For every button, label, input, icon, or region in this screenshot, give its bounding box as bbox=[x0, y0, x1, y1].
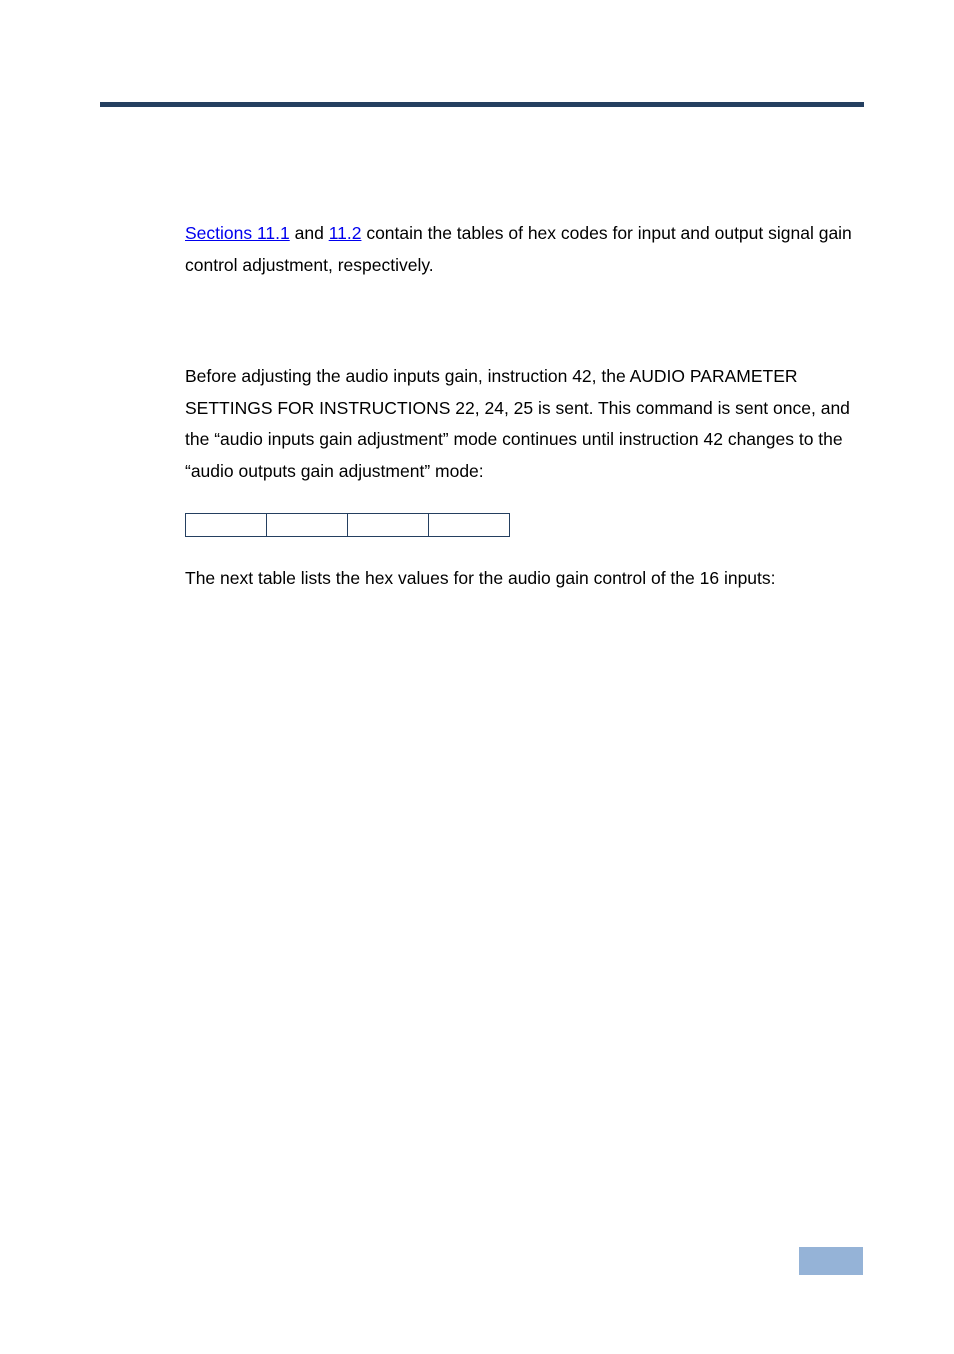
header-rule bbox=[100, 102, 864, 107]
next-table-paragraph: The next table lists the hex values for the audio gain control of the 16 inputs: bbox=[185, 568, 776, 588]
intro-text-and: and bbox=[289, 223, 329, 243]
command-code-cell-2 bbox=[267, 514, 348, 537]
audio-gain-paragraph: Before adjusting the audio inputs gain, instruction 42, the AUDIO PARAMETER SETTINGS FOR INSTRUCTIONS 22, 24, 25 is sent. This command is sent once, and the “audio inputs gain adjustment” mode continues until instruction 42 changes to the “audio outputs gain adjustment” mode: bbox=[185, 366, 850, 481]
command-code-row bbox=[186, 514, 510, 537]
command-code-cell-4 bbox=[429, 514, 510, 537]
command-code-cell-3 bbox=[348, 514, 429, 537]
intro-paragraph bbox=[185, 218, 855, 281]
page-number-tab bbox=[799, 1247, 863, 1275]
command-code-cell-1 bbox=[186, 514, 267, 537]
command-code-table bbox=[185, 513, 510, 537]
section-11-2-link[interactable]: 11.2 bbox=[328, 223, 362, 243]
intro-text-rest: contain the tables of hex codes for input and output signal gain control adjustment, respectively. bbox=[185, 223, 852, 275]
sections-11-1-link[interactable]: Sections 11.1 bbox=[185, 223, 290, 243]
